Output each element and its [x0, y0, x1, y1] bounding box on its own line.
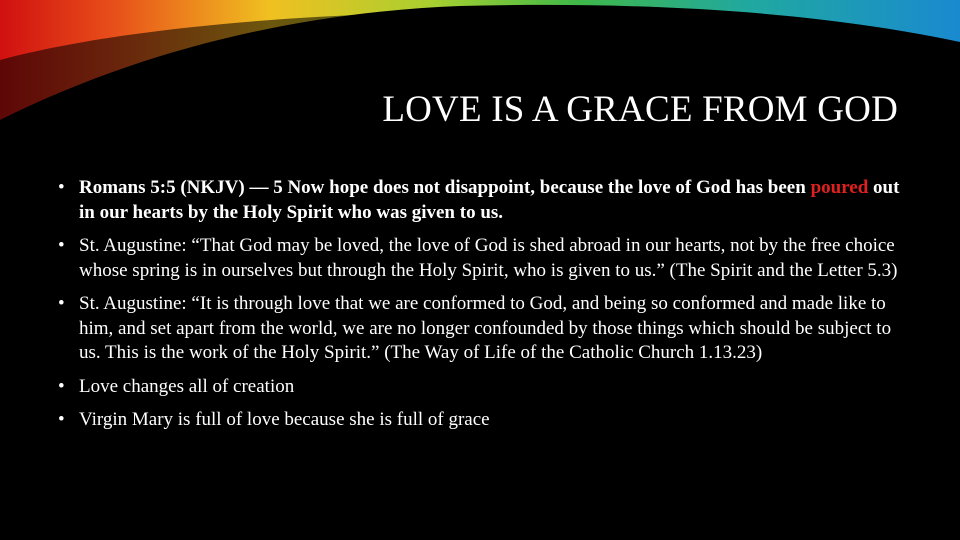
bullet-item-mary [58, 408, 908, 433]
bullet-dot-icon: • [58, 375, 65, 397]
bullet-text: St. Augustine: “That God may be loved, the love of God is shed abroad in our hearts, not by the free choice whose spring is in ourselves but through the Holy Spirit, who is given to us.” (The Spirit and the Letter 5.3) [79, 235, 898, 281]
bullet-item-romans [58, 176, 908, 225]
bullet-dot-icon: • [58, 177, 65, 198]
bullet-item-creation [58, 375, 908, 400]
bullet-item-augustine-1 [58, 234, 908, 283]
bullet-list [58, 176, 908, 442]
bullet-text-part: out in our hearts by the Holy Spirit who was given to us. [79, 177, 900, 223]
slide-title: LOVE IS A GRACE FROM GOD [382, 89, 898, 130]
bullet-text-part: Romans 5:5 (NKJV) — 5 Now hope does not disappoint, because the love of God has been [79, 177, 811, 198]
bullet-dot-icon: • [58, 293, 65, 314]
bullet-item-augustine-2 [58, 292, 908, 366]
bullet-text: St. Augustine: “It is through love that we are conformed to God, and being so conformed and made like to him, and set apart from the world, we are no longer confounded by those things which should be subject to us. This is the work of the Holy Spirit.” (The Way of Life of the Catholic Church 1.13.23) [79, 293, 892, 363]
highlight-word: poured [810, 177, 869, 198]
bullet-text: Virgin Mary is full of love because she is full of grace [79, 409, 490, 430]
bullet-dot-icon: • [58, 235, 65, 256]
bullet-text: Love changes all of creation [79, 375, 295, 397]
bullet-dot-icon: • [58, 409, 65, 430]
